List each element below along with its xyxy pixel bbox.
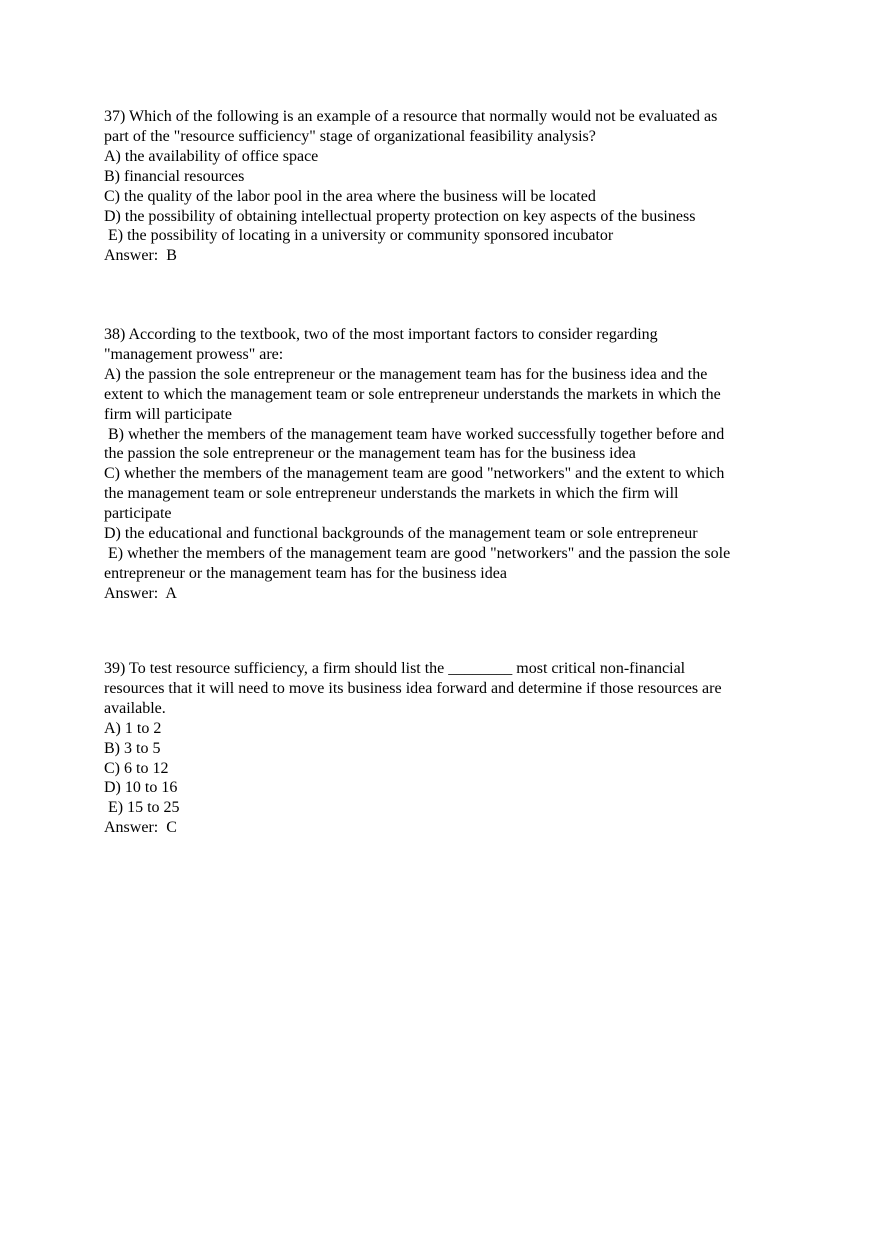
option-e: E) the possibility of locating in a university or community sponsored incubator: [104, 227, 614, 245]
answer-line: Answer: B: [104, 247, 177, 265]
question-text-line: "management prowess" are:: [104, 345, 284, 363]
option-a-line: A) the passion the sole entrepreneur or the management team has for the business idea and the: [104, 365, 708, 383]
option-c: C) the quality of the labor pool in the area where the business will be located: [104, 187, 596, 205]
question-text-line: resources that it will need to move its business idea forward and determine if those resources are: [104, 679, 722, 697]
option-c-line: the management team or sole entrepreneur understands the markets in which the firm will: [104, 485, 679, 503]
question-37: [104, 107, 784, 266]
option-e-line: entrepreneur or the management team has for the business idea: [104, 564, 507, 582]
option-e-line: E) whether the members of the management team are good "networkers" and the passion the sole: [104, 544, 731, 562]
option-c: C) 6 to 12: [104, 759, 169, 777]
option-c-line: C) whether the members of the management team are good "networkers" and the extent to which: [104, 465, 725, 483]
option-b: B) 3 to 5: [104, 739, 161, 757]
option-a: A) the availability of office space: [104, 147, 319, 165]
answer-line: Answer: A: [104, 584, 177, 602]
option-d: D) the possibility of obtaining intellectual property protection on key aspects of the business: [104, 207, 696, 225]
option-b: B) financial resources: [104, 167, 245, 185]
option-a-line: extent to which the management team or sole entrepreneur understands the markets in which the: [104, 385, 721, 403]
option-c-line: participate: [104, 505, 172, 523]
answer-line: Answer: C: [104, 819, 177, 837]
question-text-line: 39) To test resource sufficiency, a firm should list the ________ most critical non-financial: [104, 660, 686, 677]
option-a-line: firm will participate: [104, 405, 232, 423]
question-text-line: 37) Which of the following is an example of a resource that normally would not be evaluated as: [104, 108, 718, 125]
option-d: D) the educational and functional backgrounds of the management team or sole entrepreneur: [104, 525, 698, 543]
question-38: [104, 325, 784, 604]
option-b-line: B) whether the members of the management team have worked successfully together before and: [104, 425, 725, 443]
question-text-line: part of the "resource sufficiency" stage of organizational feasibility analysis?: [104, 127, 596, 145]
question-text-line: available.: [104, 699, 166, 717]
question-39: [104, 659, 784, 838]
question-text-line: 38) According to the textbook, two of the most important factors to consider regarding: [104, 326, 658, 343]
option-e: E) 15 to 25: [104, 799, 180, 817]
option-d: D) 10 to 16: [104, 779, 178, 797]
option-a: A) 1 to 2: [104, 719, 162, 737]
option-b-line: the passion the sole entrepreneur or the management team has for the business idea: [104, 445, 636, 463]
